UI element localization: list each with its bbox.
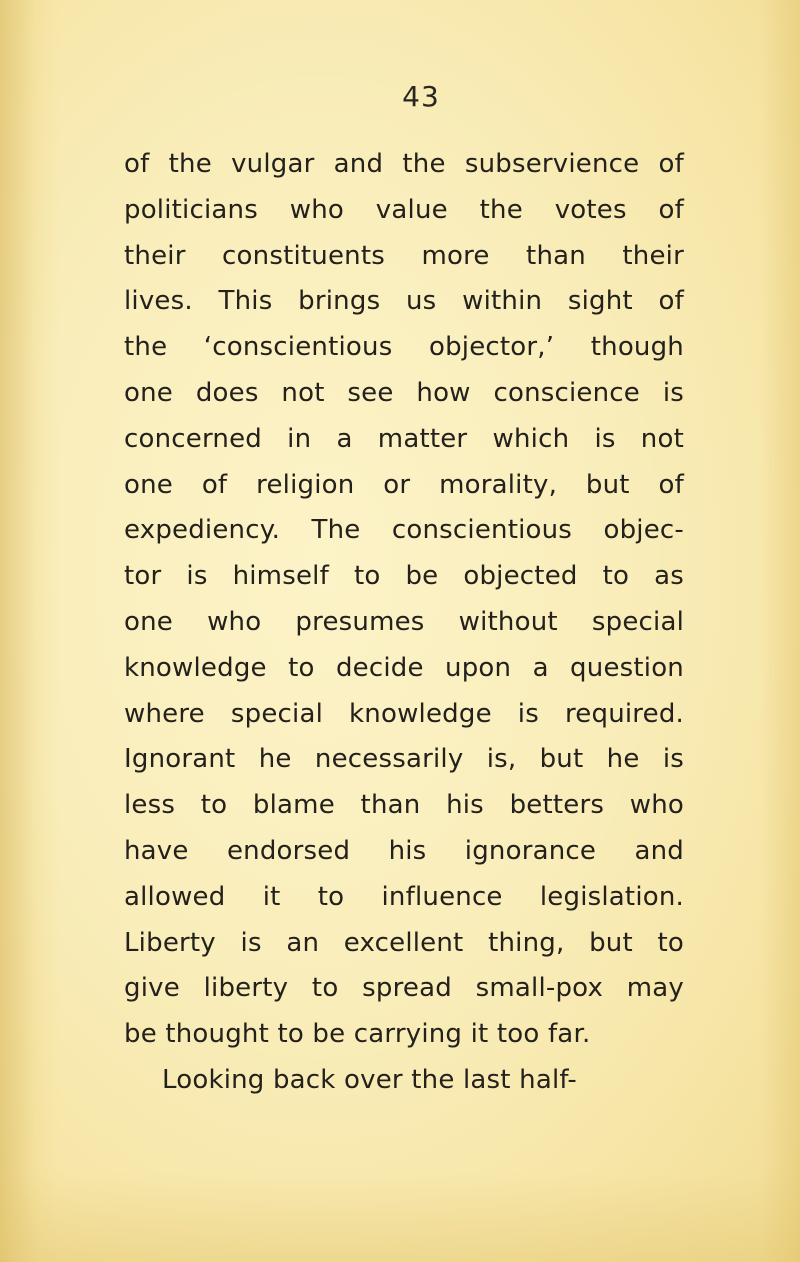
text-line: one does not see how conscience is <box>124 377 684 408</box>
text-line: Ignorant he necessarily is, but he is <box>124 744 684 775</box>
text-line: be thought to be carrying it too far. <box>124 1019 591 1050</box>
text-line: politicians who value the votes of <box>124 194 684 225</box>
text-line: give liberty to spread small-pox may <box>124 973 684 1004</box>
text-line: concerned in a matter which is not <box>124 423 684 454</box>
text-line: less to blame than his betters who <box>124 790 684 821</box>
page-edge-shadow-right <box>760 0 800 1262</box>
text-line: have endorsed his ignorance and <box>124 835 684 866</box>
text-line: Liberty is an excellent thing, but to <box>124 927 684 958</box>
text-line: tor is himself to be objected to as <box>124 561 684 592</box>
text-line: one who presumes without special <box>124 606 684 637</box>
text-line: of the vulgar and the subservience of <box>124 149 684 179</box>
text-line: lives. This brings us within sight of <box>124 286 684 317</box>
text-line: the ‘conscientious objector,’ though <box>124 332 684 363</box>
text-line: where special knowledge is required. <box>124 698 684 729</box>
text-line-paragraph-start: Looking back over the last half- <box>162 1064 577 1095</box>
text-line: one of religion or morality, but of <box>124 469 684 500</box>
text-line: allowed it to influence legislation. <box>124 881 684 912</box>
page-number: 43 <box>402 80 440 113</box>
text-line: expediency. The conscientious objec- <box>124 515 684 546</box>
body-text <box>124 142 684 1104</box>
text-line: knowledge to decide upon a question <box>124 652 684 683</box>
page-edge-shadow-left <box>0 0 60 1262</box>
text-line: their constituents more than their <box>124 240 684 271</box>
page-edge-shadow-bottom <box>0 1172 800 1262</box>
